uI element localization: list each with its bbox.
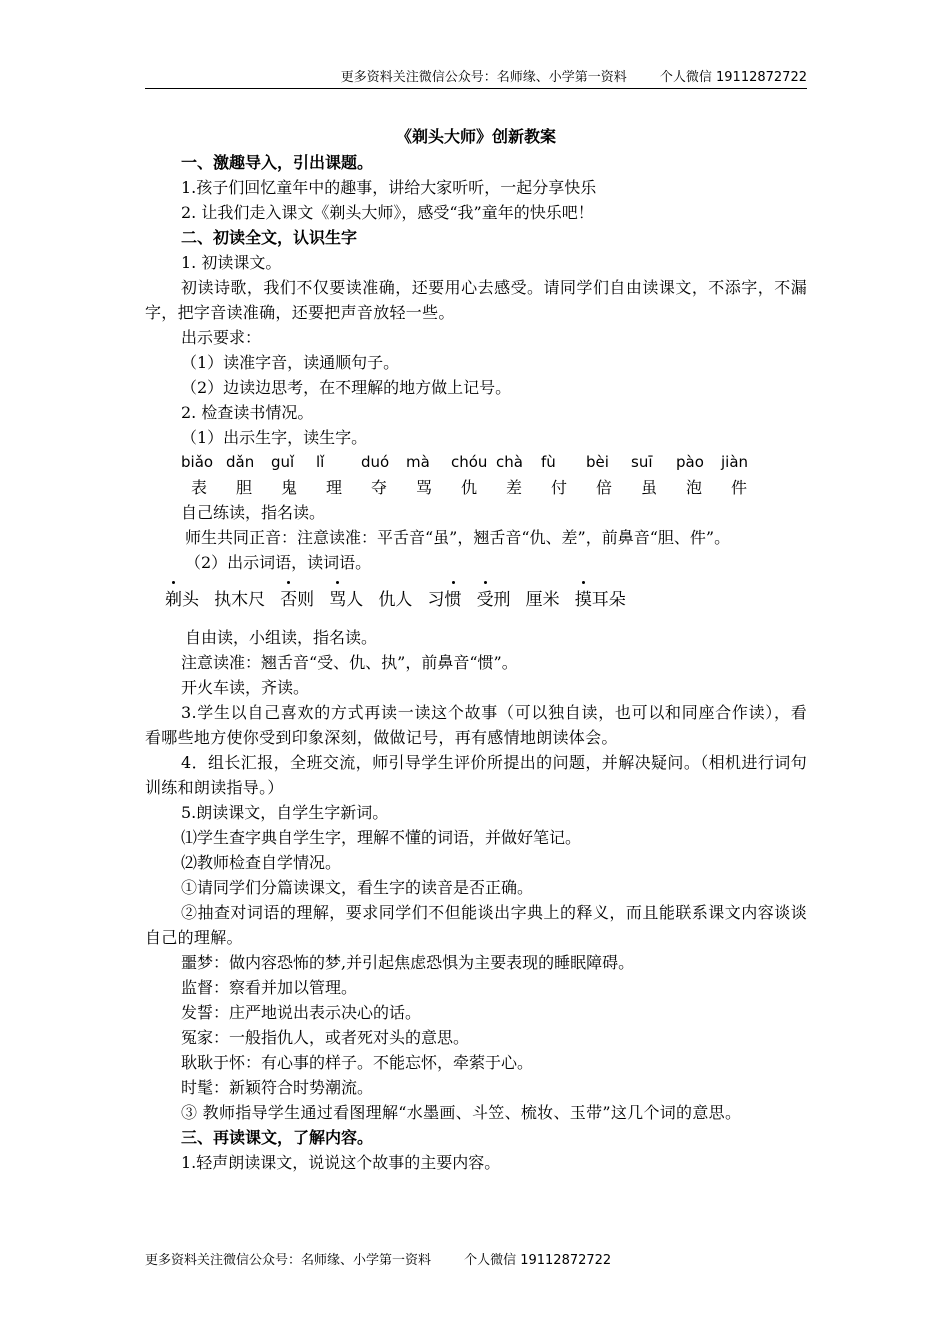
definition-line: 冤家：一般指仇人，或者死对头的意思。 <box>181 1028 470 1047</box>
hanzi-cell: 泡 <box>686 478 703 497</box>
pinyin-cell: bèi <box>586 453 609 471</box>
definition-line: 耿耿于怀：有心事的样子。不能忘怀，牵萦于心。 <box>181 1053 534 1072</box>
hanzi-cell: 鬼 <box>281 478 298 497</box>
section-2-line: （1）读准字音，读通顺句子。 <box>181 353 400 372</box>
vocab-word: 习惯 <box>427 588 461 613</box>
pinyin-cell: chóu <box>451 453 488 471</box>
section-2-line: 自己练读，指名读。 <box>181 503 326 522</box>
hanzi-cell: 仇 <box>461 478 478 497</box>
pinyin-row <box>145 450 807 475</box>
hanzi-cell: 差 <box>506 478 523 497</box>
pinyin-cell: pào <box>676 453 704 471</box>
page-header <box>145 66 807 88</box>
section-3-line: 1.轻声朗读课文，说说这个故事的主要内容。 <box>181 1153 501 1172</box>
section-2-paragraph: 4．组长汇报，全班交流，师引导学生评价所提出的问题，并解决疑问。（相机进行词句训练和朗读指导。） <box>145 753 807 797</box>
section-2-paragraph: ②抽查对词语的理解，要求同学们不但能谈出字典上的释义，而且能联系课文内容谈谈自己的理解。 <box>145 903 807 947</box>
hanzi-cell: 件 <box>731 478 748 497</box>
section-2-line: 出示要求： <box>181 328 262 347</box>
hanzi-cell: 倍 <box>596 478 613 497</box>
definition-line: 时髦：新颖符合时势潮流。 <box>181 1078 374 1097</box>
pinyin-cell: dǎn <box>226 453 255 471</box>
page-footer <box>145 1249 807 1268</box>
vocab-word: 剃头 <box>165 588 199 613</box>
vocab-word: 骂人 <box>329 588 363 613</box>
header-rule <box>145 88 807 89</box>
pinyin-cell: chà <box>496 453 523 471</box>
vocab-word: 摸耳朵 <box>575 588 626 613</box>
section-2-line: 开火车读，齐读。 <box>181 678 310 697</box>
header-right-text: 个人微信 19112872722 <box>659 70 807 85</box>
pinyin-cell: duó <box>361 453 390 471</box>
section-2-line: 注意读准：翘舌音“受、仇、执”，前鼻音“惯”。 <box>181 653 518 672</box>
pinyin-cell: guǐ <box>271 453 295 471</box>
hanzi-cell: 付 <box>551 478 568 497</box>
section-2-heading: 二、初读全文，认识生字 <box>181 228 358 247</box>
section-2-line: ⑵教师检查自学情况。 <box>181 853 342 872</box>
vocab-word: 否则 <box>280 588 314 613</box>
pinyin-cell: biǎo <box>181 453 214 471</box>
hanzi-cell: 夺 <box>371 478 388 497</box>
vocab-word: 厘米 <box>525 590 560 610</box>
vocabulary-row <box>145 575 807 625</box>
definition-line: 监督：察看并加以管理。 <box>181 978 358 997</box>
section-2-paragraph: 3.学生以自己喜欢的方式再读一读这个故事（可以独自读，也可以和同座合作读），看看哪些地方使你受到印象深刻，做做记号，再有感情地朗读体会。 <box>145 703 807 747</box>
section-2-line: （1）出示生字，读生字。 <box>181 428 368 447</box>
hanzi-cell: 胆 <box>236 478 253 497</box>
footer-right-text: 个人微信 19112872722 <box>464 1253 612 1268</box>
pinyin-cell: lǐ <box>316 453 325 471</box>
section-2-line: 2. 检查读书情况。 <box>181 403 314 422</box>
section-1-line: 1.孩子们回忆童年中的趣事，讲给大家听听，一起分享快乐 <box>181 178 597 197</box>
pinyin-cell: fù <box>541 453 556 471</box>
section-2-paragraph: 初读诗歌，我们不仅要读准确，还要用心去感受。请同学们自由读课文，不添字，不漏字，把字音读准确，还要把声音放轻一些。 <box>145 278 807 322</box>
pinyin-cell: mà <box>406 453 430 471</box>
section-2-line: 自由读，小组读，指名读。 <box>185 628 378 647</box>
hanzi-row <box>145 475 807 500</box>
section-2-line: ⑴学生查字典自学生字，理解不懂的词语，并做好笔记。 <box>181 828 582 847</box>
document-body <box>145 124 807 1175</box>
section-3-heading: 三、再读课文，了解内容。 <box>181 1128 374 1147</box>
section-2-paragraph: ③ 教师指导学生通过看图理解“水墨画、斗笠、梳妆、玉带”这几个词的意思。 <box>181 1103 742 1122</box>
section-2-line: （2）出示词语，读词语。 <box>185 553 372 572</box>
header-left-text: 更多资料关注微信公众号：名师缘、小学第一资料 <box>340 70 627 85</box>
definition-line: 发誓：庄严地说出表示决心的话。 <box>181 1003 422 1022</box>
document-title: 《剃头大师》创新教案 <box>395 127 556 146</box>
section-1-line: 2. 让我们走入课文《剃头大师》，感受“我”童年的快乐吧！ <box>181 203 594 222</box>
section-2-line: 5.朗读课文，自学生字新词。 <box>181 803 389 822</box>
hanzi-cell: 理 <box>326 478 343 497</box>
vocab-word: 仇人 <box>378 590 413 610</box>
section-2-line: 1. 初读课文。 <box>181 253 282 272</box>
section-2-line: ①请同学们分篇读课文，看生字的读音是否正确。 <box>181 878 534 897</box>
pinyin-cell: jiàn <box>721 453 749 471</box>
pinyin-cell: suī <box>631 453 653 471</box>
hanzi-cell: 虽 <box>641 478 658 497</box>
definition-line: 噩梦：做内容恐怖的梦,并引起焦虑恐惧为主要表现的睡眠障碍。 <box>181 953 635 972</box>
section-2-line: （2）边读边思考，在不理解的地方做上记号。 <box>181 378 512 397</box>
vocab-word: 执木尺 <box>214 590 266 610</box>
footer-left-text: 更多资料关注微信公众号：名师缘、小学第一资料 <box>145 1253 432 1268</box>
vocab-word: 受刑 <box>477 588 511 613</box>
section-2-paragraph: 师生共同正音：注意读准：平舌音“虽”，翘舌音“仇、差”，前鼻音“胆、件”。 <box>185 528 731 547</box>
hanzi-cell: 骂 <box>416 478 433 497</box>
hanzi-cell: 表 <box>191 478 208 497</box>
section-1-heading: 一、激趣导入，引出课题。 <box>181 153 374 172</box>
